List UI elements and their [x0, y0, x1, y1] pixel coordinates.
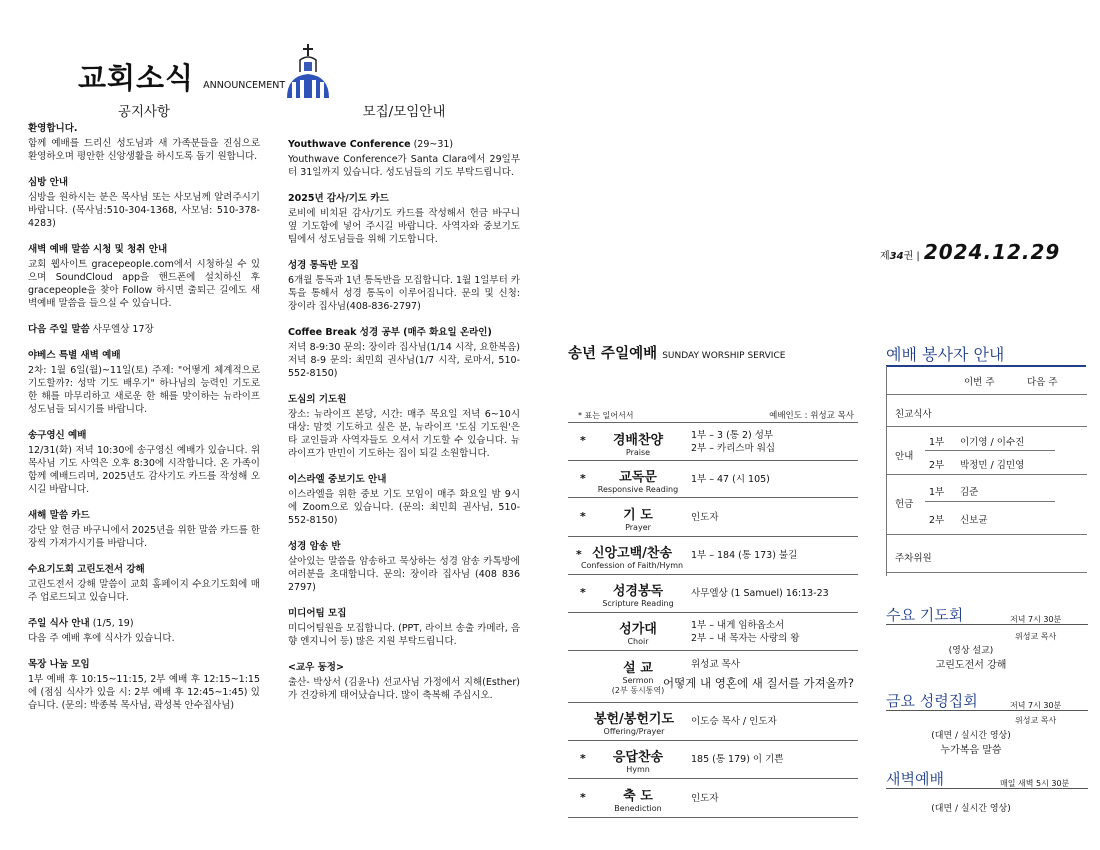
recruit-item: 미디어팀 모집 미디어팀원을 모집합니다. (PPT, 라이브 송출 카메라, 음향 엔지니어 등) 많은 지원 부탁드립니다.	[288, 608, 520, 647]
fri-line2: 누가복음 말씀	[940, 745, 1002, 756]
recruit-item: 2025년 감사/기도 카드 로비에 비치된 감사/기도 카드를 작성해서 헌금 바구니 옆 기도함에 넣어 주시길 바랍니다. 사역자와 중보기도 팀에서 성도님들을 위해 기도합니다.	[288, 193, 520, 245]
dawn-line1: (대면 / 실시간 영상)	[931, 804, 1011, 814]
recruit-item: 성경 암송 반 살아있는 말씀을 암송하고 묵상하는 성경 암송 카톡방에 여러분을 초대합니다. 문의: 장이라 집사님 (408 836 2797)	[288, 541, 520, 593]
notice-item: 수요기도회 고린도전서 강해 고린도전서 강해 말씀이 교회 홈페이지 수요기도회에 매주 업로드되고 있습니다.	[28, 564, 260, 603]
worship-order	[568, 410, 858, 830]
dawn-time: 매일 새벽 5시 30분	[1000, 779, 1070, 788]
order-row: * 응답찬송 Hymn 185 (통 179) 이 기쁜	[568, 741, 858, 779]
page-title-block	[78, 56, 285, 97]
order-row: * 경배찬양 Praise 1부 – 3 (통 2) 성부 2부 – 카리스마 워십	[568, 423, 858, 461]
notice-item: 환영합니다. 함께 예배를 드리신 성도님과 새 가족분들을 진심으로 환영하오며 평안한 신앙생활을 하시도록 돕기 원합니다.	[28, 123, 260, 162]
church-icon	[285, 42, 331, 100]
worship-leader: 예배인도 : 위성교 목사	[769, 411, 854, 421]
page-title: 교회소식	[78, 61, 195, 95]
wed-leader: 위성교 목사	[1015, 632, 1057, 641]
fri-time: 저녁 7시 30분	[1010, 701, 1062, 710]
notice-item: 주일 식사 안내 (1/5, 19) 다음 주 예배 후에 식사가 있습니다.	[28, 618, 175, 644]
notice-item: 심방 안내 심방을 원하시는 분은 목사님 또는 사모님께 알려주시기 바랍니다. (목사님:510-304-1368, 사모님: 510-378-4283)	[28, 177, 260, 229]
bulletin-date: 2024.12.29	[923, 240, 1061, 264]
notice-list	[28, 122, 260, 725]
recruit-item: <교우 동정> 출산- 박상서 (김윤나) 선교사님 가정에서 지해(Esther)가 건강하게 태어났습니다. 많이 축복해 주십시오.	[288, 662, 520, 701]
order-row: * 신앙고백/찬송 Confession of Faith/Hymn 1부 – 184 (통 173) 불길	[568, 537, 858, 575]
recruit-item: 도심의 기도원 장소: 뉴라이프 본당, 시간: 매주 목요일 저녁 6~10시 대상: 맘껏 기도하고 싶은 분, 뉴라이프 '도심 기도원'은 타 교인들과 사역자들도 오셔서 기도할 수 있습니다. 뉴라이프가 만민이 기도하는 집이 되길 소원합니다.	[288, 394, 520, 459]
wed-title: 수요 기도회	[886, 606, 964, 624]
sermon-title: 어떻게 내 영혼에 새 질서를 가져올까?	[663, 676, 855, 690]
order-row: * 성경봉독 Scripture Reading 사무엘상 (1 Samuel) 16:13-23	[568, 575, 858, 613]
recruit-item: Youthwave Conference (29~31) Youthwave Conference가 Santa Clara에서 29일부터 31일까지 있습니다. 성도님들의 기도 부탁드립니다.	[288, 139, 520, 178]
order-row: 봉헌/봉헌기도 Offering/Prayer 이도승 목사 / 인도자	[568, 703, 858, 741]
wed-line2: 고린도전서 강해	[935, 660, 1007, 671]
notice-item: 목장 나눔 모임 1부 예배 후 10:15~11:15, 2부 예배 후 12:15~1:15에 (점심 식사가 있을 시: 2부 예배 후 12:45~1:45) 있습니다. (문의: 박종복 목사님, 곽성복 안수집사님)	[28, 659, 260, 711]
recruit-item: 성경 통독반 모집 6개월 통독과 1년 통독반을 모집합니다. 1월 1일부터 카톡을 통해서 성경 통독이 이루어집니다. 문의 및 신청: 장이라 집사님(408-836-2797)	[288, 260, 520, 312]
notice-heading: 공지사항	[117, 104, 171, 120]
recruit-item: Coffee Break 성경 공부 (매주 화요일 온라인) 저녁 8-9:30 문의: 장이라 집사님(1/14 시작, 요한복음) 저녁 8-9 문의: 최민희 권사님(1/7 시작, 로마서, 510-552-8150)	[288, 327, 520, 379]
recruit-item: 이스라엘 중보기도 안내 이스라엘을 위한 중보 기도 모임이 매주 화요일 밤 9시에 Zoom으로 있습니다. (문의: 최민희 권사님, 510-552-8150)	[288, 474, 520, 526]
notice-item: 새해 말씀 카드 강단 앞 헌금 바구니에서 2025년을 위한 말씀 카드를 한 장씩 가져가시기를 바랍니다.	[28, 510, 260, 549]
notice-item: 송구영신 예배 12/31(화) 저녁 10:30에 송구영신 예배가 있습니다. 위 목사님 기도 사역은 오후 8:30에 시작합니다. 온 가족이 함께 예배드리며, 2025년도 감사기도 카드를 작성해 오시길 바랍니다.	[28, 430, 260, 495]
order-row: * 축 도 Benediction 인도자	[568, 779, 858, 818]
order-row: 성가대 Choir 1부 – 내게 임하옵소서 2부 – 내 목자는 사랑의 왕	[568, 613, 858, 651]
volunteers-table: 이번 주 다음 주 친교식사 안내 1부 이기영 / 이수진 2부 박정민 / 김민영 헌금 1부 김준 2부 신보균 주차위원	[886, 366, 1087, 576]
notice-item: 다음 주일 말씀 사무엘상 17장	[28, 324, 154, 335]
standing-note: * 표는 일어서서	[578, 411, 634, 420]
order-row: 설 교 Sermon (2부 동시통역) 위성교 목사 어떻게 내 영혼에 새 질서를 가져올까?	[568, 651, 858, 703]
notice-item: 야베스 특별 새벽 예배 2차: 1월 6일(월)~11일(토) 주제: "어떻게 체계적으로 기도할까?: 성막 기도 배우기" 하나님의 능력인 기도로 한 해를 마무리하고 새로운 한 해를 맞이하는 뉴라이프 성도님들 되시기를 바랍니다.	[28, 350, 260, 415]
dawn-title: 새벽예배	[886, 770, 944, 788]
notice-item: 새벽 예배 말씀 시청 및 청취 안내 교회 웹사이트 gracepeople.com에서 시청하실 수 있으며 SoundCloud app을 핸드폰에 설치하신 후 gracepeople을 찾아 Follow 하시면 출퇴근 길에도 새벽예배 말씀을 들으실 수 있습니다.	[28, 244, 260, 309]
wed-time: 저녁 7시 30분	[1010, 615, 1062, 624]
wed-line1: (영상 설교)	[948, 646, 994, 656]
fri-line1: (대면 / 실시간 영상)	[931, 731, 1011, 741]
fri-title: 금요 성령집회	[886, 692, 978, 710]
fri-leader: 위성교 목사	[1015, 716, 1057, 725]
recruit-heading: 모집/모임안내	[362, 104, 446, 120]
issue-date: 제34권 | 2024.12.29	[880, 240, 1061, 264]
recruit-list	[288, 138, 520, 715]
order-row: * 교독문 Responsive Reading 1부 – 47 (시 105)	[568, 461, 858, 498]
order-row: * 기 도 Prayer 인도자	[568, 498, 858, 537]
worship-title: 송년 주일예배 SUNDAY WORSHIP SERVICE	[568, 346, 786, 362]
page-subtitle: ANNOUNCEMENT	[203, 80, 286, 91]
volunteers-title: 예배 봉사자 안내	[886, 345, 1005, 364]
